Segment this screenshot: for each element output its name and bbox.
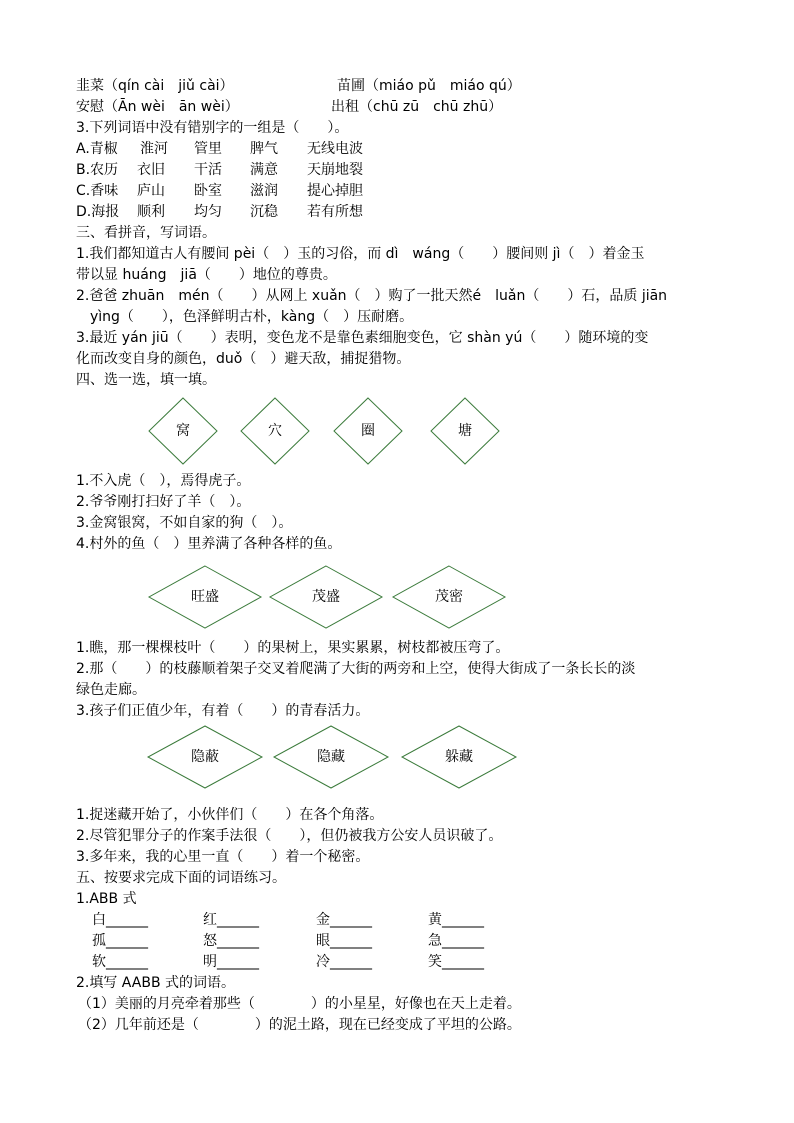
sec4-g1-item-3: 3.金窝银窝，不如自家的狗（ ）。 [76, 515, 293, 531]
abb-blank[interactable]: 红______ [203, 912, 259, 928]
word-anwei: 安慰（Ān wèi ān wèi） [76, 99, 239, 115]
sec4-g1-item-1: 1.不入虎（ ），焉得虎子。 [76, 473, 251, 489]
sec4-g1-item-2: 2.爷爷刚打扫好了羊（ ）。 [76, 494, 251, 510]
abb-blank[interactable]: 孤______ [92, 933, 148, 949]
option-tang: 塘 [458, 423, 472, 439]
q3-a-4: 脾气 [250, 141, 278, 157]
sec4-title: 四、选一选，填一填。 [76, 372, 216, 388]
sec3-line-5: 3.最近 yán jiū（ ）表明，变色龙不是靠色素细胞变色，它 shàn yú（ ）随环境的变 [76, 330, 649, 346]
aabb-item-2: （2）几年前还是（ ）的泥土路，现在已经变成了平坦的公路。 [78, 1017, 521, 1033]
option-duocang: 躲藏 [445, 749, 473, 765]
q3-c-3: 卧室 [194, 183, 222, 199]
q3-a-2: 淮河 [140, 141, 168, 157]
abb-blank[interactable]: 眼______ [316, 933, 372, 949]
sec3-line-1: 1.我们都知道古人有腰间 pèi（ ）玉的习俗，而 dì wáng（ ）腰间则 jì（ ）着金玉 [76, 246, 645, 262]
abb-blank[interactable]: 黄______ [428, 912, 484, 928]
q3-a-3: 管里 [194, 141, 222, 157]
q3-c-5: 提心掉胆 [307, 183, 363, 199]
option-yinbi: 隐蔽 [191, 749, 219, 765]
abb-blank[interactable]: 明______ [203, 954, 259, 970]
aabb-label: 2.填写 AABB 式的词语。 [76, 975, 236, 991]
q3-d-1: D.海报 [76, 204, 120, 220]
sec3-line-3: 2.爸爸 zhuān mén（ ）从网上 xuǎn（ ）购了一批天然é luǎn（ ）石，品质 jiān [76, 288, 668, 304]
option-wangsheng: 旺盛 [191, 589, 219, 605]
q3-a-1: A.青椒 [76, 141, 118, 157]
abb-blank[interactable]: 急______ [428, 933, 484, 949]
sec4-g2-item-1: 1.瞧，那一棵棵枝叶（ ）的果树上，果实累累，树枝都被压弯了。 [76, 640, 510, 656]
word-chuzu: 出租（chū zū chū zhū） [331, 99, 503, 115]
abb-blank[interactable]: 笑______ [428, 954, 484, 970]
q3-d-2: 顺利 [137, 204, 165, 220]
q3-d-4: 沉稳 [250, 204, 278, 220]
abb-blank[interactable]: 怒______ [203, 933, 259, 949]
q3-stem: 3.下列词语中没有错别字的一组是（ ）。 [76, 120, 349, 136]
q3-c-4: 滋润 [250, 183, 278, 199]
sec4-g2-item-3: 3.孩子们正值少年，有着（ ）的青春活力。 [76, 703, 370, 719]
abb-label: 1.ABB 式 [76, 891, 137, 907]
sec5-title: 五、按要求完成下面的词语练习。 [76, 870, 286, 886]
sec4-g3-item-1: 1.捉迷藏开始了，小伙伴们（ ）在各个角落。 [76, 807, 384, 823]
q3-c-1: C.香味 [76, 183, 119, 199]
abb-blank[interactable]: 白______ [92, 912, 148, 928]
q3-b-3: 干活 [194, 162, 222, 178]
sec3-line-4: yìng（ ），色泽鲜明古朴，kàng（ ）压耐磨。 [76, 309, 414, 325]
option-maosheng: 茂盛 [312, 589, 340, 605]
abb-blank[interactable]: 金______ [316, 912, 372, 928]
word-jiucai: 韭菜（qín cài jiǔ cài） [76, 78, 234, 94]
q3-a-5: 无线电波 [307, 141, 363, 157]
word-miaopu: 苗圃（miáo pǔ miáo qú） [337, 78, 521, 94]
sec4-g2-item-2-cont: 绿色走廊。 [76, 682, 146, 698]
option-juan: 圈 [361, 423, 375, 439]
sec4-g3-item-3: 3.多年来，我的心里一直（ ）着一个秘密。 [76, 849, 370, 865]
q3-b-4: 满意 [250, 162, 278, 178]
aabb-item-1: （1）美丽的月亮牵着那些（ ）的小星星，好像也在天上走着。 [78, 996, 521, 1012]
q3-c-2: 庐山 [137, 183, 165, 199]
option-yincang: 隐藏 [317, 749, 345, 765]
q3-b-1: B.农历 [76, 162, 119, 178]
option-wo: 窝 [176, 423, 190, 439]
sec4-g1-item-4: 4.村外的鱼（ ）里养满了各种各样的鱼。 [76, 536, 342, 552]
q3-d-3: 均匀 [194, 204, 222, 220]
abb-blank[interactable]: 软______ [92, 954, 148, 970]
sec3-line-6: 化而改变自身的颜色，duǒ（ ）避天敌，捕捉猎物。 [76, 351, 411, 367]
sec3-line-2: 带以显 huáng jiā（ ）地位的尊贵。 [76, 267, 337, 283]
option-xue: 穴 [268, 423, 282, 439]
q3-b-2: 衣旧 [137, 162, 165, 178]
q3-b-5: 天崩地裂 [307, 162, 363, 178]
sec4-g3-item-2: 2.尽管犯罪分子的作案手法很（ ），但仍被我方公安人员识破了。 [76, 828, 503, 844]
q3-d-5: 若有所想 [307, 204, 363, 220]
sec4-g2-item-2: 2.那（ ）的枝藤顺着架子交叉着爬满了大街的两旁和上空，使得大街成了一条长长的淡 [76, 661, 636, 677]
abb-blank[interactable]: 冷______ [316, 954, 372, 970]
sec3-title: 三、看拼音，写词语。 [76, 225, 216, 241]
option-maomi: 茂密 [435, 589, 463, 605]
